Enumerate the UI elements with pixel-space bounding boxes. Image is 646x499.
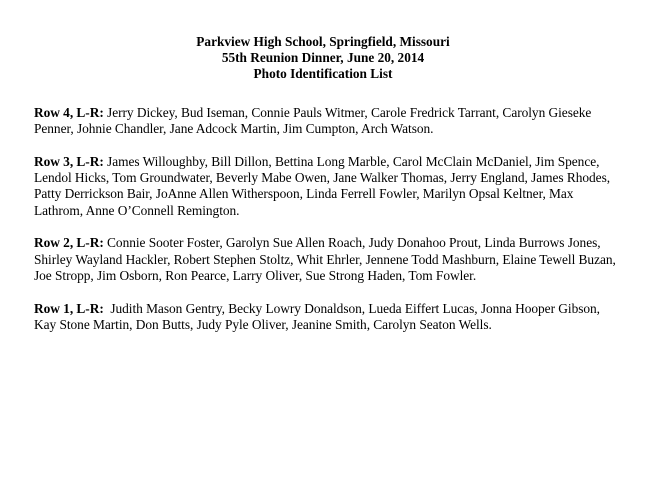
- row-label: Row 3, L-R:: [34, 153, 104, 169]
- row-label: Row 2, L-R:: [34, 235, 104, 251]
- list-title: Photo Identification List: [253, 66, 393, 81]
- row-1-paragraph: [34, 301, 624, 334]
- document-header: [0, 34, 646, 82]
- row-2-paragraph: [34, 235, 624, 284]
- row-label: Row 4, L-R:: [34, 105, 104, 120]
- school-title: Parkview High School, Springfield, Missouri: [196, 34, 450, 49]
- row-names: Jerry Dickey, Bud Iseman, Connie Pauls Witmer, Carole Fredrick Tarrant, Carolyn Gieseke Penner, Johnie Chandler, Jane Adcock Martin, Jim Cumpton, Arch Watson.: [34, 105, 592, 137]
- row-names: Connie Sooter Foster, Garolyn Sue Allen Roach, Judy Donahoo Prout, Linda Burrows Jones, Shirley Wayland Hackler, Robert Stephen Stoltz, Whit Ehrler, Jennene Todd Mashburn, Elaine Tewell Buzan, Joe Stropp, Jim Osborn, Ron Pearce, Larry Oliver, Sue Strong Haden, Tom Fowler.: [34, 235, 616, 283]
- row-names: James Willoughby, Bill Dillon, Bettina Long Marble, Carol McClain McDaniel, Jim Spence, Lendol Hicks, Tom Groundwater, Beverly Mabe Owen, Jane Walker Thomas, Jerry England, James Rhodes, Patty Derrickson Bair, JoAnne Allen Witherspoon, Linda Ferrell Fowler, Marilyn Opsal Keltner, Max Lathrom, Anne O’Connell Remington.: [34, 153, 611, 218]
- row-names: Judith Mason Gentry, Becky Lowry Donaldson, Lueda Eiffert Lucas, Jonna Hooper Gibson, Kay Stone Martin, Don Butts, Judy Pyle Oliver, Jeanine Smith, Carolyn Seaton Wells.: [34, 300, 604, 332]
- row-4-paragraph: [34, 105, 624, 138]
- event-title: 55th Reunion Dinner, June 20, 2014: [221, 50, 425, 65]
- document-body: [34, 105, 624, 349]
- row-label: Row 1, L-R:: [34, 300, 104, 316]
- row-3-paragraph: [34, 154, 624, 219]
